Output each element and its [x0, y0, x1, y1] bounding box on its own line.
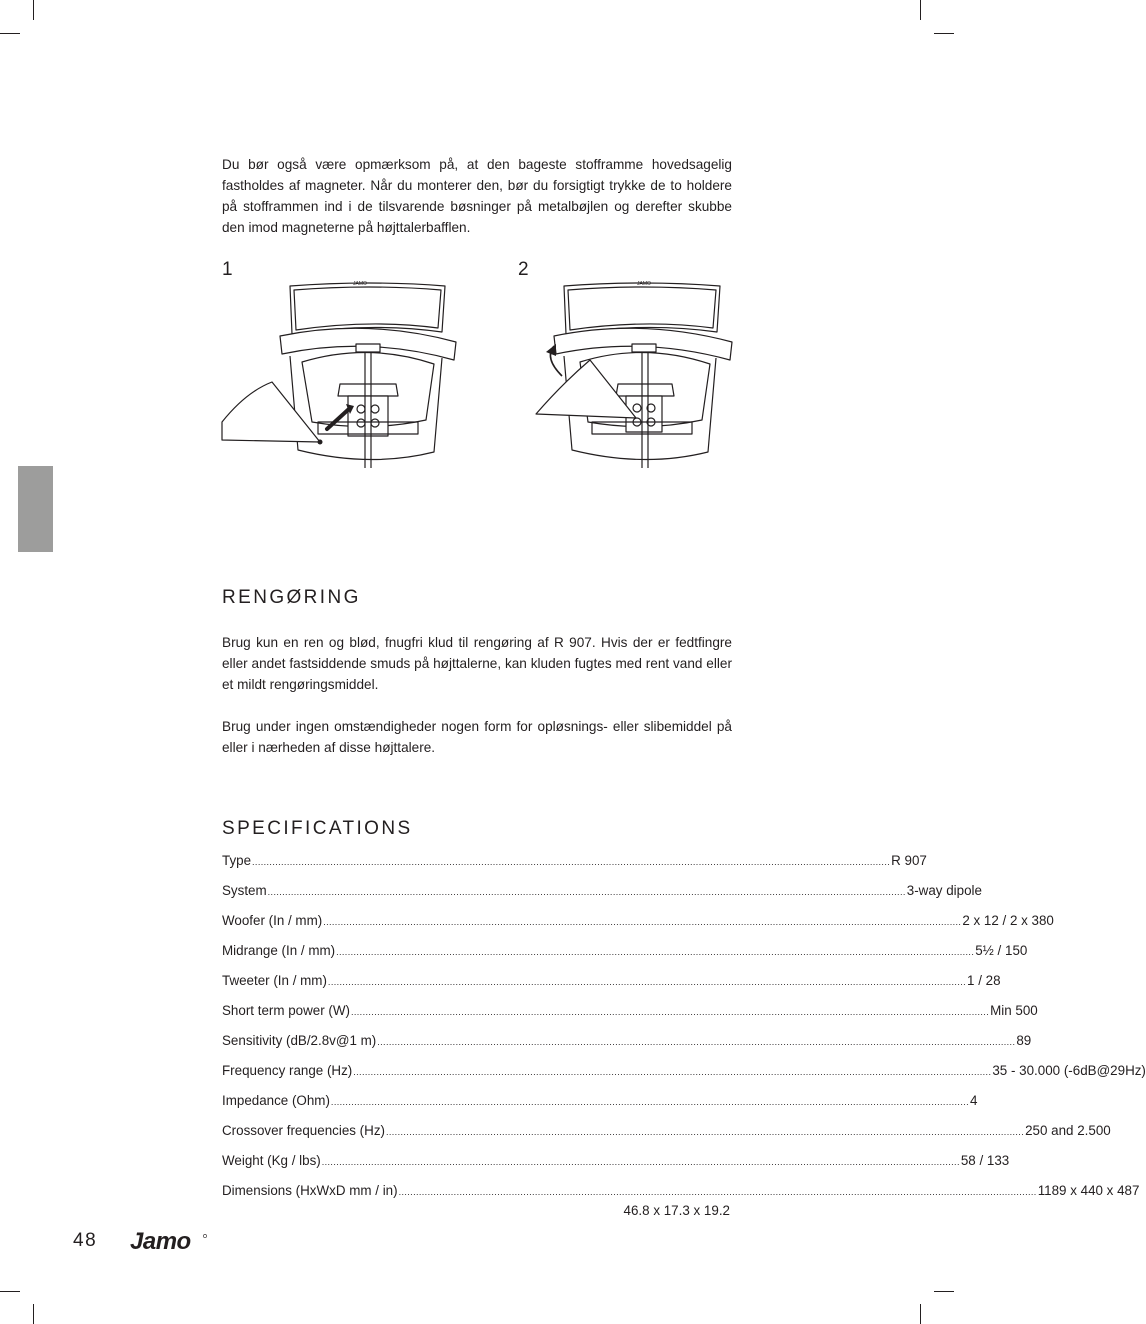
spec-row-impedance — [222, 1091, 978, 1121]
spec-value: 250 and 2.500 — [1025, 1123, 1111, 1138]
cleaning-paragraph-2: Brug under ingen omstændigheder nogen form for opløsnings- eller slibemiddel på eller i nærheden af disse højttalere. — [222, 719, 732, 755]
dot-leader: ............................................................................................................................................................................................................................ — [385, 1127, 1025, 1137]
dot-leader: ............................................................................................................................................................................................................................ — [330, 1097, 970, 1107]
page-number: 48 — [73, 1230, 98, 1251]
svg-text:Jamo: Jamo — [130, 1228, 191, 1255]
spec-value: 3-way dipole — [906, 883, 982, 898]
spec-row-woofer — [222, 911, 1054, 941]
specifications-heading: SPECIFICATIONS — [222, 818, 413, 839]
dot-leader: ............................................................................................................................................................................................................................ — [252, 857, 891, 867]
dot-leader: ............................................................................................................................................................................................................................ — [350, 1007, 990, 1017]
dimensions-inches-value: 46.8 x 17.3 x 19.2 — [623, 1203, 730, 1218]
dot-leader: ............................................................................................................................................................................................................................ — [321, 1157, 960, 1167]
figure-2-speaker-illustration — [532, 272, 744, 472]
spec-label: Midrange (In / mm) — [222, 943, 336, 958]
spec-label: System — [222, 883, 267, 898]
crop-mark — [934, 1291, 954, 1292]
spec-value: R 907 — [891, 853, 927, 868]
figure-2-label: 2 — [518, 259, 529, 280]
cleaning-paragraph-1: Brug kun en ren og blød, fnugfri klud til rengøring af R 907. Hvis der er fedtfingre eller andet fastsiddende smuds på højttalerne, kan kluden fugtes med rent vand eller et mildt rengøringsmiddel. — [222, 635, 732, 692]
spec-row-short-term-power — [222, 1001, 1038, 1031]
spec-row-sensitivity — [222, 1031, 1032, 1061]
dot-leader: ............................................................................................................................................................................................................................ — [353, 1067, 992, 1077]
dot-leader: ............................................................................................................................................................................................................................ — [323, 917, 962, 927]
dot-leader: ............................................................................................................................................................................................................................ — [267, 887, 906, 897]
spec-label: Sensitivity (dB/2.8v@1 m) — [222, 1033, 377, 1048]
spec-value: 5½ / 150 — [975, 943, 1028, 958]
crop-mark — [920, 0, 921, 20]
spec-value: 1 / 28 — [967, 973, 1001, 988]
figure-1-brand-mark: JAMO — [353, 281, 367, 287]
figure-2-brand-mark: JAMO — [637, 281, 651, 287]
spec-value: Min 500 — [990, 1003, 1038, 1018]
crop-mark — [33, 1304, 34, 1324]
spec-row-frequency-range — [222, 1061, 1146, 1091]
spec-label: Short term power (W) — [222, 1003, 350, 1018]
intro-paragraph: Du bør også være opmærksom på, at den bageste stofframme hovedsagelig fastholdes af magneter. Når du monterer den, bør du forsigtigt trykke de to holdere på stofframmen ind i de tilsvarende bøsninger på metalbøjlen og derefter skubbe den imod magneterne på højttalerbafflen. — [222, 157, 732, 235]
dot-leader: ............................................................................................................................................................................................................................ — [336, 947, 975, 957]
spec-row-tweeter — [222, 971, 1001, 1001]
dot-leader: ............................................................................................................................................................................................................................ — [377, 1037, 1016, 1047]
spec-value: 4 — [970, 1093, 978, 1108]
jamo-logo — [130, 1229, 208, 1253]
crop-mark — [0, 33, 20, 34]
spec-label: Woofer (In / mm) — [222, 913, 323, 928]
spec-row-midrange — [222, 941, 1028, 971]
spec-value: 35 - 30.000 (-6dB@29Hz) — [992, 1063, 1146, 1078]
dot-leader: ............................................................................................................................................................................................................................ — [398, 1187, 1037, 1197]
spec-row-weight — [222, 1151, 1010, 1181]
figure-1-speaker-illustration — [220, 272, 462, 472]
spec-row-system — [222, 881, 982, 911]
crop-mark — [33, 0, 34, 20]
specifications-list — [222, 851, 1146, 1211]
spec-value: 58 / 133 — [960, 1153, 1010, 1168]
cleaning-heading: RENGØRING — [222, 587, 361, 608]
spec-value: 2 x 12 / 2 x 380 — [962, 913, 1054, 928]
crop-mark — [934, 33, 954, 34]
spec-label: Impedance (Ohm) — [222, 1093, 330, 1108]
spec-row-type — [222, 851, 927, 881]
spec-value: 89 — [1016, 1033, 1032, 1048]
spec-label: Type — [222, 853, 252, 868]
spec-label: Dimensions (HxWxD mm / in) — [222, 1183, 398, 1198]
section-tab — [18, 466, 53, 552]
crop-mark — [0, 1291, 20, 1292]
spec-value: 1189 x 440 x 487 — [1037, 1183, 1140, 1198]
crop-mark — [920, 1304, 921, 1324]
spec-label: Tweeter (In / mm) — [222, 973, 327, 988]
spec-row-crossover — [222, 1121, 1111, 1151]
spec-label: Weight (Kg / lbs) — [222, 1153, 321, 1168]
spec-label: Crossover frequencies (Hz) — [222, 1123, 385, 1138]
spec-label: Frequency range (Hz) — [222, 1063, 353, 1078]
dot-leader: ............................................................................................................................................................................................................................ — [327, 977, 967, 987]
figure-1-label: 1 — [222, 259, 233, 280]
